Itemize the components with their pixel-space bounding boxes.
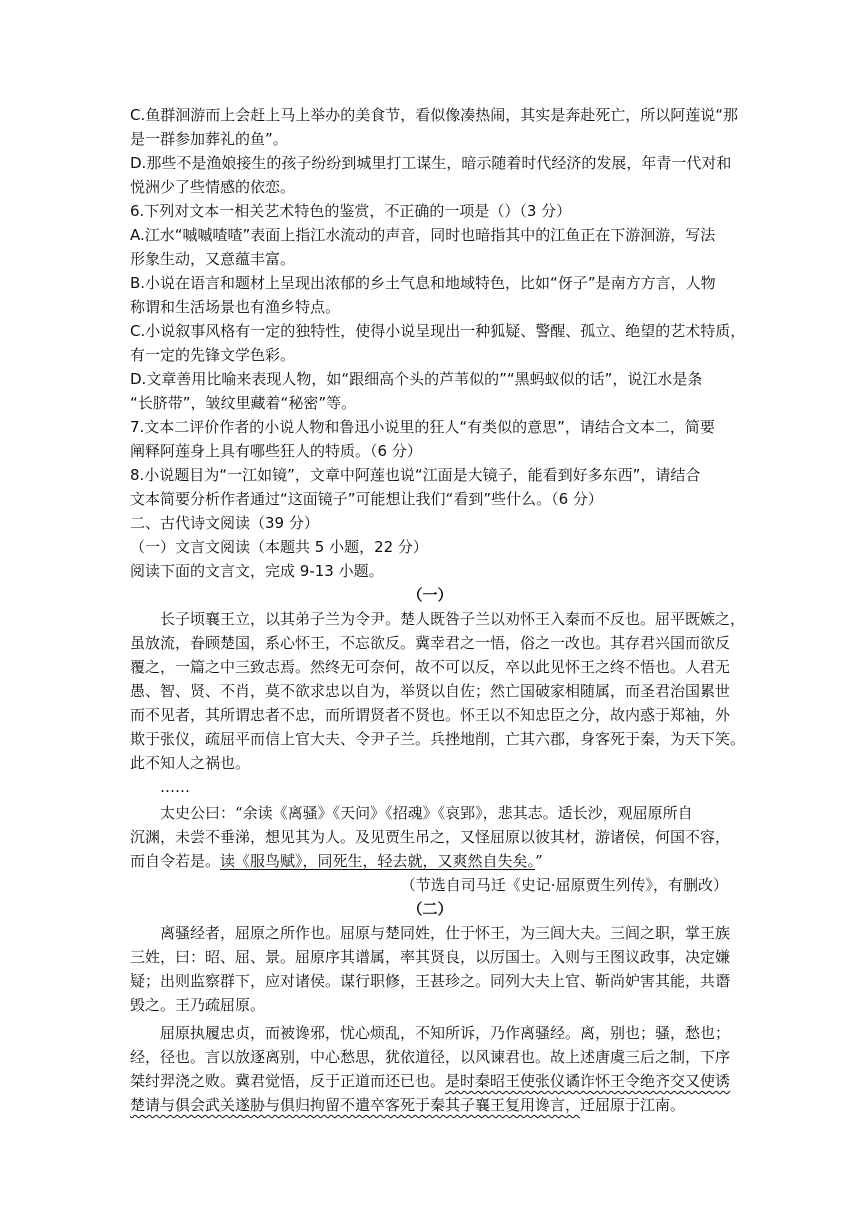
passage1-line: 虽放流，眷顾楚国，系心怀王，不忘欲反。冀幸君之一悟，俗之一改也。其存君兴国而欲反 <box>130 634 731 652</box>
q5-option-d-line2: 悦洲少了些情感的依恋。 <box>130 178 296 196</box>
q6-option-d-line1: D.文章善用比喻来表现人物，如“跟细高个头的芦苇似的”“黑蚂蚁似的话”，说江水是条 <box>130 370 703 388</box>
q6-option-b-line2: 称谓和生活场景也有渔乡特点。 <box>130 298 341 316</box>
q6-option-a-line1: A.江水“嘁嘁喳喳”表面上指江水流动的声音，同时也暗指其中的江鱼正在下游洄游，写法 <box>130 226 716 244</box>
taishi-line: 太史公曰：“余读《离骚》《天问》《招魂》《哀郢》，悲其志。适长沙，观屈原所自 <box>160 804 693 822</box>
wavy-underlined-sentence: 是时秦昭王使张仪谲诈怀王令绝齐交又使诱 <box>445 1072 731 1090</box>
q6-stem: 6.下列对文本一相关艺术特色的鉴赏，不正确的一项是（）（3 分） <box>130 202 572 220</box>
passage2-line: 屈原执履忠贞，而被谗邪，忧心烦乱，不知所诉，乃作离骚经。离，别也；骚，愁也； <box>160 1024 731 1042</box>
passage1-line: 长子顷襄王立，以其弟子兰为令尹。楚人既咎子兰以劝怀王入秦而不反也。屈平既嫉之， <box>160 610 746 628</box>
q8-line1: 8.小说题目为“一江如镜”，文章中阿莲也说“江面是大镜子，能看到好多东西”，请结合 <box>130 466 701 484</box>
passage1-line: 此不知人之祸也。 <box>130 754 251 772</box>
taishi-line-last <box>130 850 543 872</box>
q5-option-d-line1: D.那些不是渔娘接生的孩子纷纷到城里打工谋生，暗示随着时代经济的发展，年青一代对和 <box>130 154 732 172</box>
ellipsis: …… <box>160 778 190 796</box>
q6-option-c-line2: 有一定的先锋文学色彩。 <box>130 346 296 364</box>
closing-quote: ” <box>535 852 543 870</box>
passage1-title: （一） <box>407 586 453 604</box>
taishi-text: 而自令若是。 <box>130 852 221 870</box>
passage2-line: 毁之。王乃疏屈原。 <box>130 996 266 1014</box>
passage2-title: （二） <box>407 900 453 918</box>
q6-option-b-line1: B.小说在语言和题材上呈现出浓郁的乡土气息和地域特色，比如“伢子”是南方方言，人物 <box>130 274 716 292</box>
passage2-text: 迁屈原于江南。 <box>580 1096 686 1114</box>
passage2-line: 离骚经者，屈原之所作也。屈原与楚同姓，仕于怀王，为三闾大夫。三闾之职，掌王族 <box>160 924 731 942</box>
q8-line2: 文本简要分析作者通过“这面镜子”可能想让我们“看到”些什么。（6 分） <box>130 490 603 508</box>
passage1-line: 愚、智、贤、不肖，莫不欲求忠以自为，举贤以自佐；然亡国破家相随属，而圣君治国累世 <box>130 682 731 700</box>
passage2-text: 桀纣羿浇之败。冀君觉悟，反于正道而还已也。 <box>130 1072 446 1090</box>
passage2-line: 经，径也。言以放逐离别，中心愁思，犹依道径，以风谏君也。故上述唐虞三后之制，下序 <box>130 1048 731 1066</box>
passage2-line <box>130 1070 730 1092</box>
q6-option-c-line1: C.小说叙事风格有一定的独特性，使得小说呈现出一种狐疑、警醒、孤立、绝望的艺术特质， <box>130 322 746 340</box>
passage1-line: 欺于张仪，疏屈平而信上官大夫、令尹子兰。兵挫地削，亡其六郡，身客死于秦，为天下笑。 <box>130 730 746 748</box>
q5-option-c-line1: C.鱼群洄游而上会赶上马上举办的美食节，看似像凑热闹，其实是奔赴死亡，所以阿莲说“那 <box>130 106 739 124</box>
underlined-sentence: 读《服鸟赋》，同死生，轻去就，又爽然自失矣。 <box>220 852 536 870</box>
wavy-underlined-sentence: 楚请与俱会武关遂胁与俱归拘留不遣卒客死于秦其子襄王复用谗言， <box>130 1096 581 1114</box>
passage2-line: 三姓，曰：昭、屈、景。屈原序其谱属，率其贤良，以厉国士。入则与王图议政事，决定嫌 <box>130 948 731 966</box>
taishi-line: 沉渊，未尝不垂涕，想见其为人。及见贾生吊之，又怪屈原以彼其材，游诸侯，何国不容， <box>130 828 731 846</box>
q6-option-d-line2: “长脐带”，皱纹里藏着“秘密”等。 <box>130 394 357 412</box>
passage1-source: （节选自司马迁《史记·屈原贾生列传》，有删改） <box>400 876 728 894</box>
q6-option-a-line2: 形象生动，又意蕴丰富。 <box>130 250 296 268</box>
passage1-line: 覆之，一篇之中三致志焉。然终无可奈何，故不可以反，卒以此见怀王之终不悟也。人君无 <box>130 658 731 676</box>
passage1-line: 而不见者，其所谓忠者不忠，而所谓贤者不贤也。怀王以不知忠臣之分，故内惑于郑袖，外 <box>130 706 731 724</box>
passage2-line <box>130 1094 685 1116</box>
passage2-line: 疑；出则监察群下，应对诸侯。谋行职修，王甚珍之。同列大夫上官、靳尚妒害其能，共谮 <box>130 972 731 990</box>
subsection-heading: （一）文言文阅读（本题共 5 小题，22 分） <box>130 538 428 556</box>
reading-instruction: 阅读下面的文言文，完成 9-13 小题。 <box>130 562 384 580</box>
q5-option-c-line2: 是一群参加葬礼的鱼”。 <box>130 130 288 148</box>
q7-line2: 阐释阿莲身上具有哪些狂人的特质。（6 分） <box>130 442 422 460</box>
section-heading: 二、古代诗文阅读（39 分） <box>130 514 319 532</box>
q7-line1: 7.文本二评价作者的小说人物和鲁迅小说里的狂人“有类似的意思”，请结合文本二，简要 <box>130 418 715 436</box>
